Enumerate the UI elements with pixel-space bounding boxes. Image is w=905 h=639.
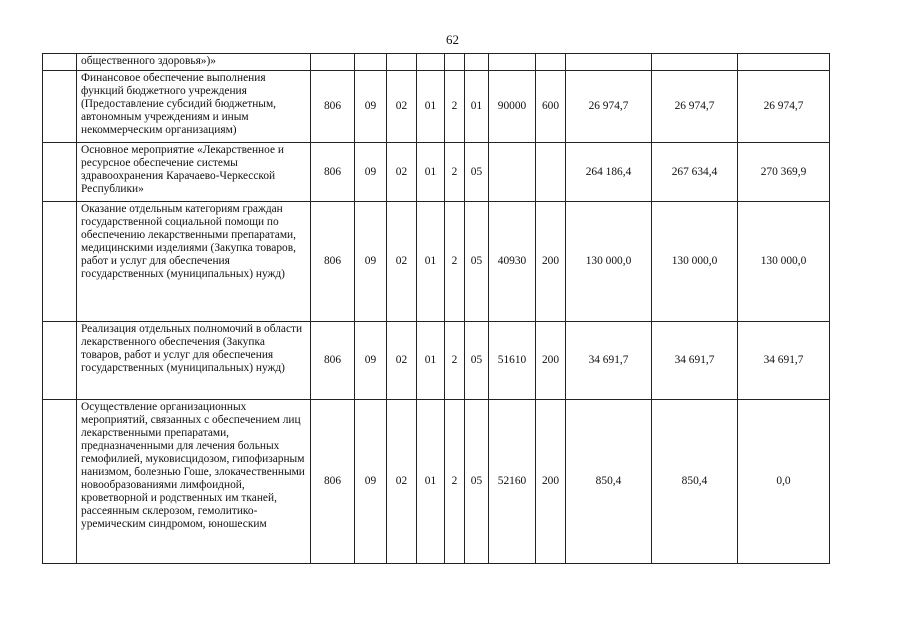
expense-type-code: 600 [536,71,566,143]
subprogram-code: 2 [445,322,465,400]
event-code: 01 [465,71,489,143]
direction-code: 51610 [489,322,536,400]
section-code: 09 [355,322,387,400]
expense-type-code: 200 [536,322,566,400]
direction-code [489,143,536,202]
amount-year-3: 34 691,7 [738,322,830,400]
event-code: 05 [465,143,489,202]
table-row [43,202,830,322]
expense-type-code [536,54,566,71]
ministry-code [311,54,355,71]
amount-year-1: 34 691,7 [566,322,652,400]
subsection-code: 02 [387,71,417,143]
amount-year-2: 267 634,4 [652,143,738,202]
amount-year-3: 270 369,9 [738,143,830,202]
table-row [43,322,830,400]
amount-year-1 [566,54,652,71]
section-code [355,54,387,71]
item-name: общественного здоровья»)» [77,54,311,71]
program-code [417,54,445,71]
amount-year-3 [738,54,830,71]
event-code: 05 [465,400,489,564]
ministry-code: 806 [311,322,355,400]
section-code: 09 [355,71,387,143]
event-code [465,54,489,71]
program-code: 01 [417,71,445,143]
table-row [43,143,830,202]
subprogram-code [445,54,465,71]
subsection-code [387,54,417,71]
amount-year-1: 850,4 [566,400,652,564]
amount-year-1: 264 186,4 [566,143,652,202]
program-code: 01 [417,400,445,564]
ministry-code: 806 [311,400,355,564]
budget-table [42,53,830,564]
program-code: 01 [417,202,445,322]
section-code: 09 [355,143,387,202]
subsection-code: 02 [387,322,417,400]
subprogram-code: 2 [445,71,465,143]
amount-year-3: 0,0 [738,400,830,564]
item-name: Финансовое обеспечение выполнения функций бюджетного учреждения (Предоставление субсидий бюджетным, автономным учреждениям и иным некоммерческим организациям) [77,71,311,143]
subprogram-code: 2 [445,143,465,202]
table-row [43,54,830,71]
row-number-cell [43,71,77,143]
amount-year-2: 130 000,0 [652,202,738,322]
table-row [43,71,830,143]
subprogram-code: 2 [445,400,465,564]
page-number: 62 [446,32,459,47]
program-code: 01 [417,143,445,202]
direction-code: 52160 [489,400,536,564]
section-code: 09 [355,400,387,564]
row-number-cell [43,202,77,322]
row-number-cell [43,322,77,400]
item-name: Осуществление организационных мероприятий, связанных с обеспечением лиц лекарственными препаратами, предназначенными для лечения больных гемофилией, муковисцидозом, гипофизарным нанизмом, болезнью Гоше, злокачественными новообразованиями лимфоидной, кроветворной и родственных им тканей, рассеянным склерозом, гемолитико-уремическим синдромом, юношеским [77,400,311,564]
amount-year-2: 26 974,7 [652,71,738,143]
section-code: 09 [355,202,387,322]
event-code: 05 [465,322,489,400]
subsection-code: 02 [387,202,417,322]
subsection-code: 02 [387,143,417,202]
program-code: 01 [417,322,445,400]
item-name: Оказание отдельным категориям граждан государственной социальной помощи по обеспечению лекарственными препаратами, медицинскими изделиями (Закупка товаров, работ и услуг для обеспечения государственных (муниципальных) нужд) [77,202,311,322]
row-number-cell [43,143,77,202]
amount-year-1: 26 974,7 [566,71,652,143]
event-code: 05 [465,202,489,322]
ministry-code: 806 [311,143,355,202]
item-name: Основное мероприятие «Лекарственное и ресурсное обеспечение системы здравоохранения Карачаево-Черкесской Республики» [77,143,311,202]
direction-code: 40930 [489,202,536,322]
expense-type-code [536,143,566,202]
subprogram-code: 2 [445,202,465,322]
amount-year-3: 130 000,0 [738,202,830,322]
table-row [43,400,830,564]
subsection-code: 02 [387,400,417,564]
expense-type-code: 200 [536,202,566,322]
amount-year-2: 34 691,7 [652,322,738,400]
row-number-cell [43,400,77,564]
amount-year-2 [652,54,738,71]
expense-type-code: 200 [536,400,566,564]
ministry-code: 806 [311,71,355,143]
item-name: Реализация отдельных полномочий в области лекарственного обеспечения (Закупка товаров, работ и услуг для обеспечения государственных (муниципальных) нужд) [77,322,311,400]
ministry-code: 806 [311,202,355,322]
amount-year-3: 26 974,7 [738,71,830,143]
amount-year-2: 850,4 [652,400,738,564]
amount-year-1: 130 000,0 [566,202,652,322]
direction-code: 90000 [489,71,536,143]
direction-code [489,54,536,71]
row-number-cell [43,54,77,71]
